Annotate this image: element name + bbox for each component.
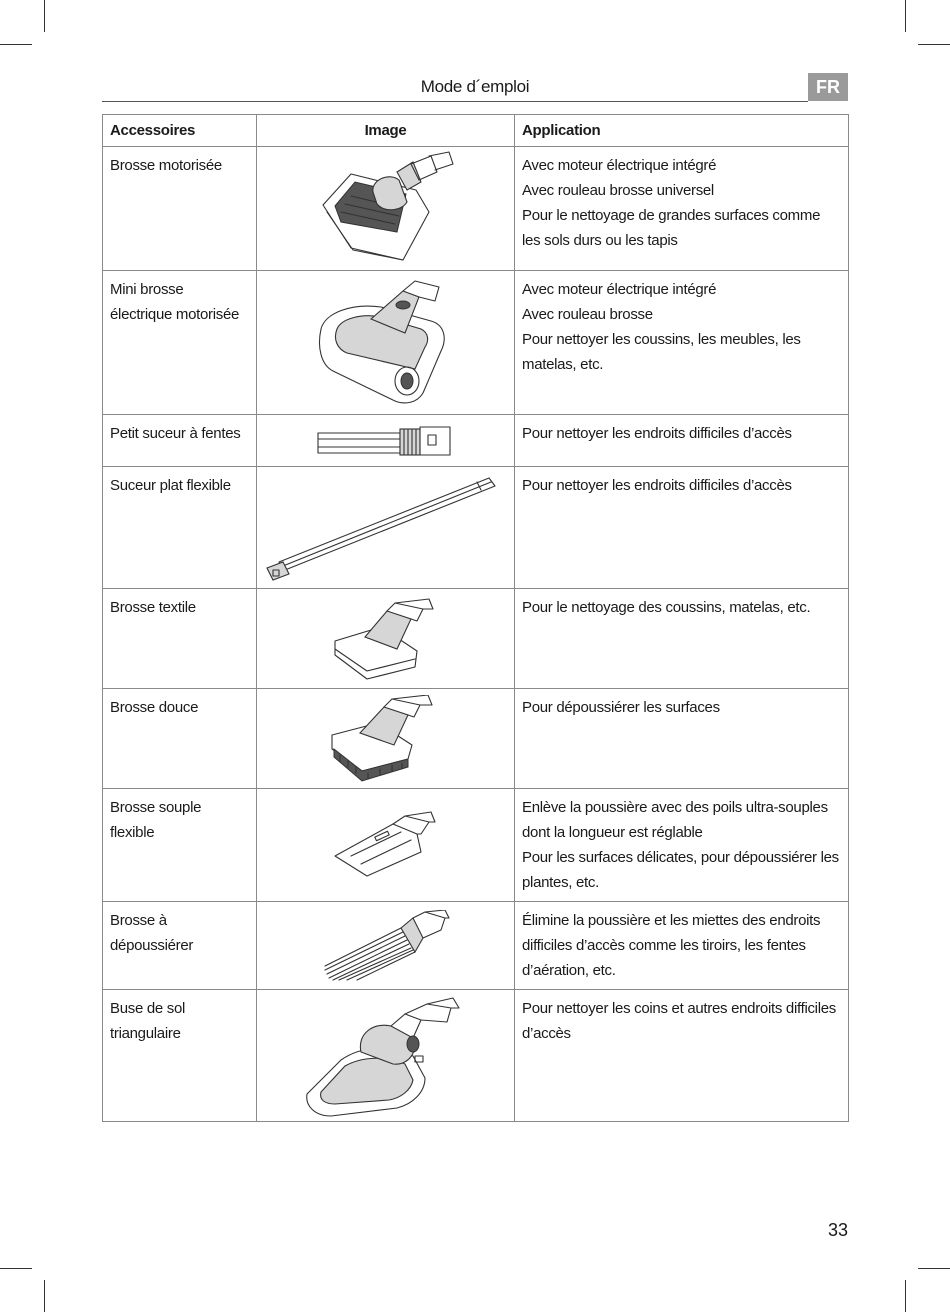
crop-mark [44, 1280, 45, 1312]
accessories-table [102, 114, 849, 1122]
column-header-image: Image [257, 115, 515, 147]
textile-brush-icon [257, 589, 515, 689]
application-line: Pour les surfaces délicates, pour dépoussiérer les plantes, etc. [522, 849, 839, 891]
crop-mark [918, 44, 950, 45]
column-header-application: Application [515, 115, 849, 147]
flexible-flat-nozzle-icon [257, 467, 515, 589]
soft-brush-icon [257, 689, 515, 789]
accessory-name: Brosse textile [103, 589, 257, 689]
small-crevice-tool-icon [257, 415, 515, 467]
application-line: Pour dépoussiérer les surfaces [522, 699, 720, 716]
dusting-brush-icon [257, 902, 515, 990]
application-line: Pour nettoyer les coins et autres endroits difficiles d’accès [522, 1000, 836, 1042]
table-row [103, 990, 849, 1122]
table-header-row [103, 115, 849, 147]
application-line: Élimine la poussière et les miettes des endroits difficiles d’accès comme les tiroirs, les fentes d’aération, etc. [522, 912, 821, 979]
accessory-name: Suceur plat flexible [103, 467, 257, 589]
application-cell [515, 271, 849, 415]
application-line: Pour nettoyer les endroits difficiles d’accès [522, 477, 792, 494]
table-row [103, 147, 849, 271]
page-header-title: Mode d´emploi [420, 77, 530, 96]
crop-mark [0, 44, 32, 45]
accessory-name: Mini brosse électrique motorisée [103, 271, 257, 415]
table-row [103, 789, 849, 902]
language-badge: FR [808, 73, 848, 101]
application-line: Enlève la poussière avec des poils ultra-souples dont la longueur est réglable [522, 799, 828, 841]
application-cell [515, 902, 849, 990]
application-line: Avec rouleau brosse universel [522, 182, 714, 199]
accessory-name: Brosse motorisée [103, 147, 257, 271]
triangular-floor-nozzle-icon [257, 990, 515, 1122]
accessory-name: Brosse douce [103, 689, 257, 789]
table-row [103, 902, 849, 990]
application-line: Pour le nettoyage de grandes surfaces comme les sols durs ou les tapis [522, 207, 821, 249]
flexible-soft-brush-icon [257, 789, 515, 902]
application-cell [515, 990, 849, 1122]
motorized-brush-icon [257, 147, 515, 271]
crop-mark [905, 0, 906, 32]
header-rule [102, 101, 808, 102]
application-line: Pour nettoyer les endroits difficiles d’accès [522, 425, 792, 442]
page-number: 33 [827, 1220, 848, 1240]
table-row [103, 689, 849, 789]
table-row [103, 271, 849, 415]
accessory-name: Brosse à dépoussiérer [103, 902, 257, 990]
application-line: Pour le nettoyage des coussins, matelas, etc. [522, 599, 811, 616]
crop-mark [918, 1268, 950, 1269]
application-cell [515, 689, 849, 789]
table-row [103, 467, 849, 589]
accessory-name: Buse de sol triangulaire [103, 990, 257, 1122]
mini-electric-brush-icon [257, 271, 515, 415]
application-cell [515, 415, 849, 467]
application-cell [515, 467, 849, 589]
table-row [103, 415, 849, 467]
crop-mark [0, 1268, 32, 1269]
crop-mark [905, 1280, 906, 1312]
table-row [103, 589, 849, 689]
application-line: Avec rouleau brosse [522, 306, 653, 323]
application-cell [515, 589, 849, 689]
application-cell [515, 789, 849, 902]
column-header-accessory: Accessoires [103, 115, 257, 147]
application-line: Pour nettoyer les coussins, les meubles, les matelas, etc. [522, 331, 801, 373]
application-line: Avec moteur électrique intégré [522, 281, 717, 298]
crop-mark [44, 0, 45, 32]
application-line: Avec moteur électrique intégré [522, 157, 717, 174]
accessory-name: Petit suceur à fentes [103, 415, 257, 467]
accessory-name: Brosse souple flexible [103, 789, 257, 902]
application-cell [515, 147, 849, 271]
